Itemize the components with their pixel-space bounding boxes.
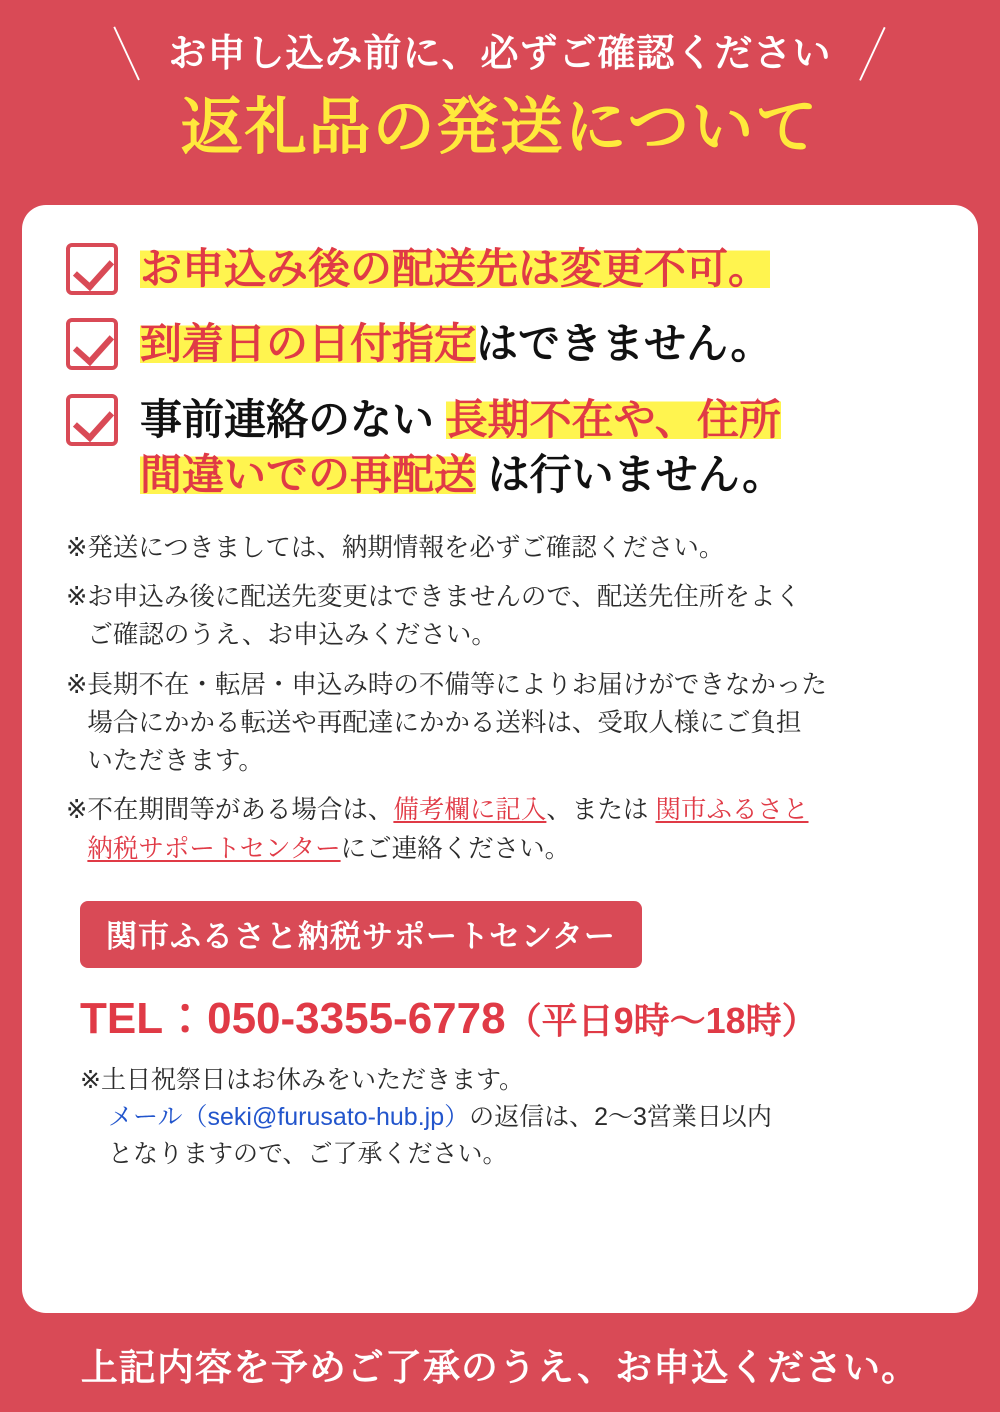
note-line: お申込み後に配送先変更はできませんので、配送先住所をよく — [87, 583, 801, 611]
note-body — [87, 529, 934, 567]
checkbox-checked-icon — [66, 394, 118, 446]
checklist-segment: 到着日の日付指定 — [140, 320, 477, 368]
note-line: 長期不在・転居・申込み時の不備等によりお届けができなかった — [87, 670, 827, 699]
checklist-segment: 事前連絡のない — [140, 395, 446, 443]
note-body — [87, 578, 934, 655]
note-item — [66, 791, 934, 868]
footnote-mark: ※ — [80, 1065, 101, 1094]
note-mark: ※ — [66, 533, 88, 562]
list-item — [66, 314, 934, 371]
footnote-body: となりますので、ご了承ください。 — [108, 1139, 508, 1168]
note-line: いただきます。 — [87, 747, 264, 775]
header-lead-row — [0, 22, 1000, 88]
page-header — [0, 0, 1000, 160]
support-center-badge: 関市ふるさと納税サポートセンター — [80, 901, 642, 968]
checklist-text — [140, 390, 784, 503]
checklist — [66, 239, 934, 503]
footnote-body: 土日祝祭日はお休みをいただきます。 — [100, 1065, 524, 1094]
checklist-text — [140, 314, 773, 371]
support-center-link-cont[interactable]: 納税サポートセンター — [87, 834, 341, 863]
contact-footnotes — [80, 1062, 934, 1173]
checklist-segment: はできません。 — [476, 320, 773, 368]
checklist-segment: 長期不在や、住所 — [445, 395, 781, 443]
support-center-link[interactable]: 関市ふるさと — [655, 796, 809, 825]
telephone-line — [80, 982, 934, 1046]
list-item — [66, 390, 934, 503]
note-segment: にご連絡ください。 — [340, 834, 571, 863]
note-segment: 、または — [546, 796, 656, 825]
note-body — [87, 791, 934, 868]
email-link[interactable]: メール（seki@furusato-hub.jp） — [108, 1102, 470, 1131]
note-line: 場合にかかる転送や再配達にかかる送料は、受取人様にご負担 — [87, 708, 802, 737]
note-mark: ※ — [66, 670, 88, 699]
slash-left-icon: ＼ — [96, 22, 159, 88]
note-item — [66, 529, 934, 567]
checklist-segment: 間違いでの再配送 — [140, 451, 477, 499]
footnote-body — [108, 1099, 934, 1136]
footnote-segment: の返信は、2〜3営業日以内 — [469, 1102, 772, 1131]
checklist-segment: お申込み後の配送先は変更不可。 — [140, 245, 771, 292]
notes-block — [66, 529, 934, 868]
footer-text: 上記内容を予めご了承のうえ、お申込ください。 — [80, 1347, 920, 1388]
header-lead-text: お申し込み前に、必ずご確認ください — [168, 33, 832, 76]
slash-right-icon: ／ — [841, 22, 904, 88]
checklist-text — [140, 239, 770, 296]
footnote-item — [108, 1136, 934, 1173]
note-line: ご確認のうえ、お申込みください。 — [87, 621, 497, 650]
content-card — [22, 205, 978, 1313]
checkbox-checked-icon — [66, 318, 118, 370]
footnote-item — [80, 1062, 934, 1099]
note-item — [66, 666, 934, 781]
note-mark: ※ — [66, 796, 88, 825]
list-item — [66, 239, 934, 296]
note-segment: 不在期間等がある場合は、 — [87, 796, 394, 825]
footnote-item — [108, 1099, 934, 1136]
page-title: 返礼品の発送について — [180, 92, 820, 162]
note-mark: ※ — [66, 583, 88, 611]
remarks-field-link[interactable]: 備考欄に記入 — [393, 796, 547, 825]
telephone-number[interactable]: TEL：050-3355-6778 — [80, 993, 506, 1043]
checklist-segment: は行いません。 — [476, 451, 785, 499]
note-line: 発送につきましては、納期情報を必ずご確認ください。 — [87, 533, 725, 562]
note-body — [87, 666, 934, 781]
note-item — [66, 578, 934, 655]
telephone-hours: （平日9時〜18時） — [505, 999, 818, 1041]
page-footer — [0, 1316, 1000, 1412]
checkbox-checked-icon — [66, 243, 118, 295]
